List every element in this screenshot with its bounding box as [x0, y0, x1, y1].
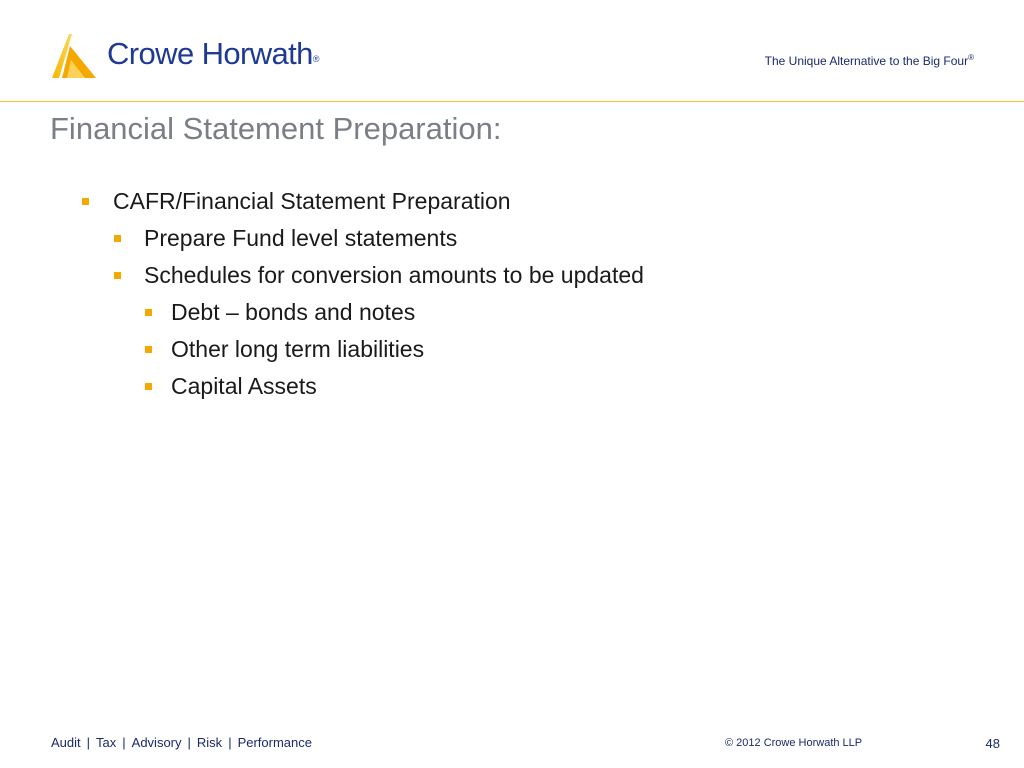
- bullet-square-icon: [145, 346, 152, 353]
- footer-service-audit: Audit: [51, 735, 81, 750]
- page-number: 48: [985, 736, 1000, 751]
- footer-service-advisory: Advisory: [131, 735, 182, 750]
- bullet-text: Other long term liabilities: [171, 336, 425, 362]
- bullet-square-icon: [145, 309, 152, 316]
- tagline-registered-mark: ®: [968, 53, 974, 62]
- bullet-item: [82, 188, 511, 215]
- logo-text: Crowe Horwath: [107, 36, 313, 71]
- copyright: © 2012 Crowe Horwath LLP: [725, 737, 863, 749]
- bullet-item: [114, 225, 457, 252]
- footer-service-risk: Risk: [196, 735, 223, 750]
- footer-service-performance: Performance: [237, 735, 312, 750]
- bullet-square-icon: [82, 198, 89, 205]
- bullet-item: [145, 299, 415, 326]
- bullet-item: [145, 373, 317, 400]
- footer-service-tax: Tax: [96, 735, 117, 750]
- bullet-text: Capital Assets: [171, 373, 317, 399]
- bullet-text: CAFR/Financial Statement Preparation: [113, 188, 511, 214]
- footer-services: [51, 735, 312, 750]
- footer-separator: |: [86, 735, 91, 750]
- bullet-text: Debt – bonds and notes: [171, 299, 416, 325]
- bullet-text: Schedules for conversion amounts to be updated: [144, 262, 644, 288]
- logo-registered-mark: ®: [312, 54, 319, 64]
- footer-separator: |: [122, 735, 126, 750]
- bullet-square-icon: [145, 383, 152, 390]
- bullet-square-icon: [114, 272, 121, 279]
- bullet-item: [114, 262, 644, 289]
- footer-separator: |: [187, 735, 191, 750]
- bullet-square-icon: [114, 235, 121, 242]
- slide-title: Financial Statement Preparation:: [50, 111, 502, 146]
- tagline-text: The Unique Alternative to the Big Four: [764, 54, 969, 68]
- footer-separator: |: [228, 735, 232, 750]
- bullet-item: [145, 336, 424, 363]
- bullet-text: Prepare Fund level statements: [144, 225, 458, 251]
